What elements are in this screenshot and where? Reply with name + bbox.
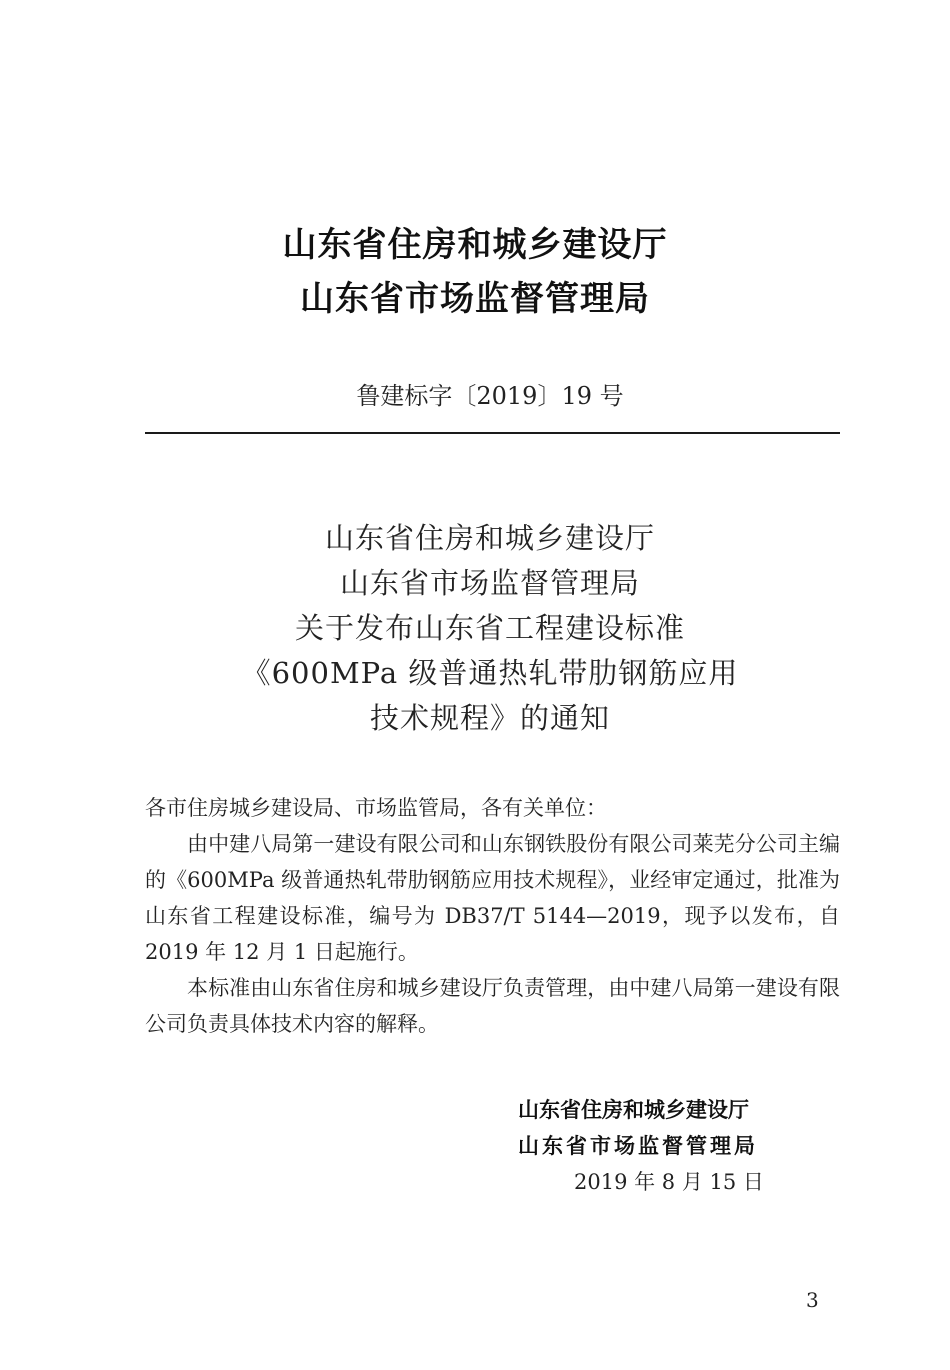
document-number: 鲁建标字〔2019〕19 号	[356, 382, 624, 410]
signature-org: 山东省住房和城乡建设厅	[518, 1098, 749, 1122]
issuer-header	[0, 218, 950, 326]
notice-title-line: 山东省市场监督管理局	[339, 566, 640, 600]
issuer-name: 山东省市场监督管理局	[300, 279, 650, 319]
signature-org: 山东省市场监督管理局	[518, 1134, 758, 1158]
salutation: 各市住房城乡建设局、市场监管局，各有关单位：	[145, 796, 607, 820]
page-number: 3	[806, 1288, 819, 1312]
notice-title-line: 关于发布山东省工程建设标准	[294, 611, 685, 645]
notice-title	[0, 516, 950, 741]
signature-date: 2019 年 8 月 15 日	[574, 1170, 764, 1194]
signature-block	[518, 1092, 818, 1200]
body-paragraph: 本标准由山东省住房和城乡建设厅负责管理，由中建八局第一建设有限公司负责具体技术内容的解释。	[145, 976, 840, 1036]
body-paragraph: 由中建八局第一建设有限公司和山东钢铁股份有限公司莱芜分公司主编的《600MPa 级普通热轧带肋钢筋应用技术规程》，业经审定通过，批准为山东省工程建设标准，编号为 DB37/T 5144—2019，现予以发布，自 2019 年 12 月 1 日起施行。	[145, 832, 840, 964]
header-divider	[145, 432, 840, 434]
issuer-name: 山东省住房和城乡建设厅	[282, 225, 668, 265]
notice-title-line: 技术规程》的通知	[369, 701, 610, 735]
notice-body	[145, 790, 840, 1042]
notice-title-line: 《600MPa 级普通热轧带肋钢筋应用	[241, 656, 739, 690]
notice-title-line: 山东省住房和城乡建设厅	[324, 521, 655, 555]
